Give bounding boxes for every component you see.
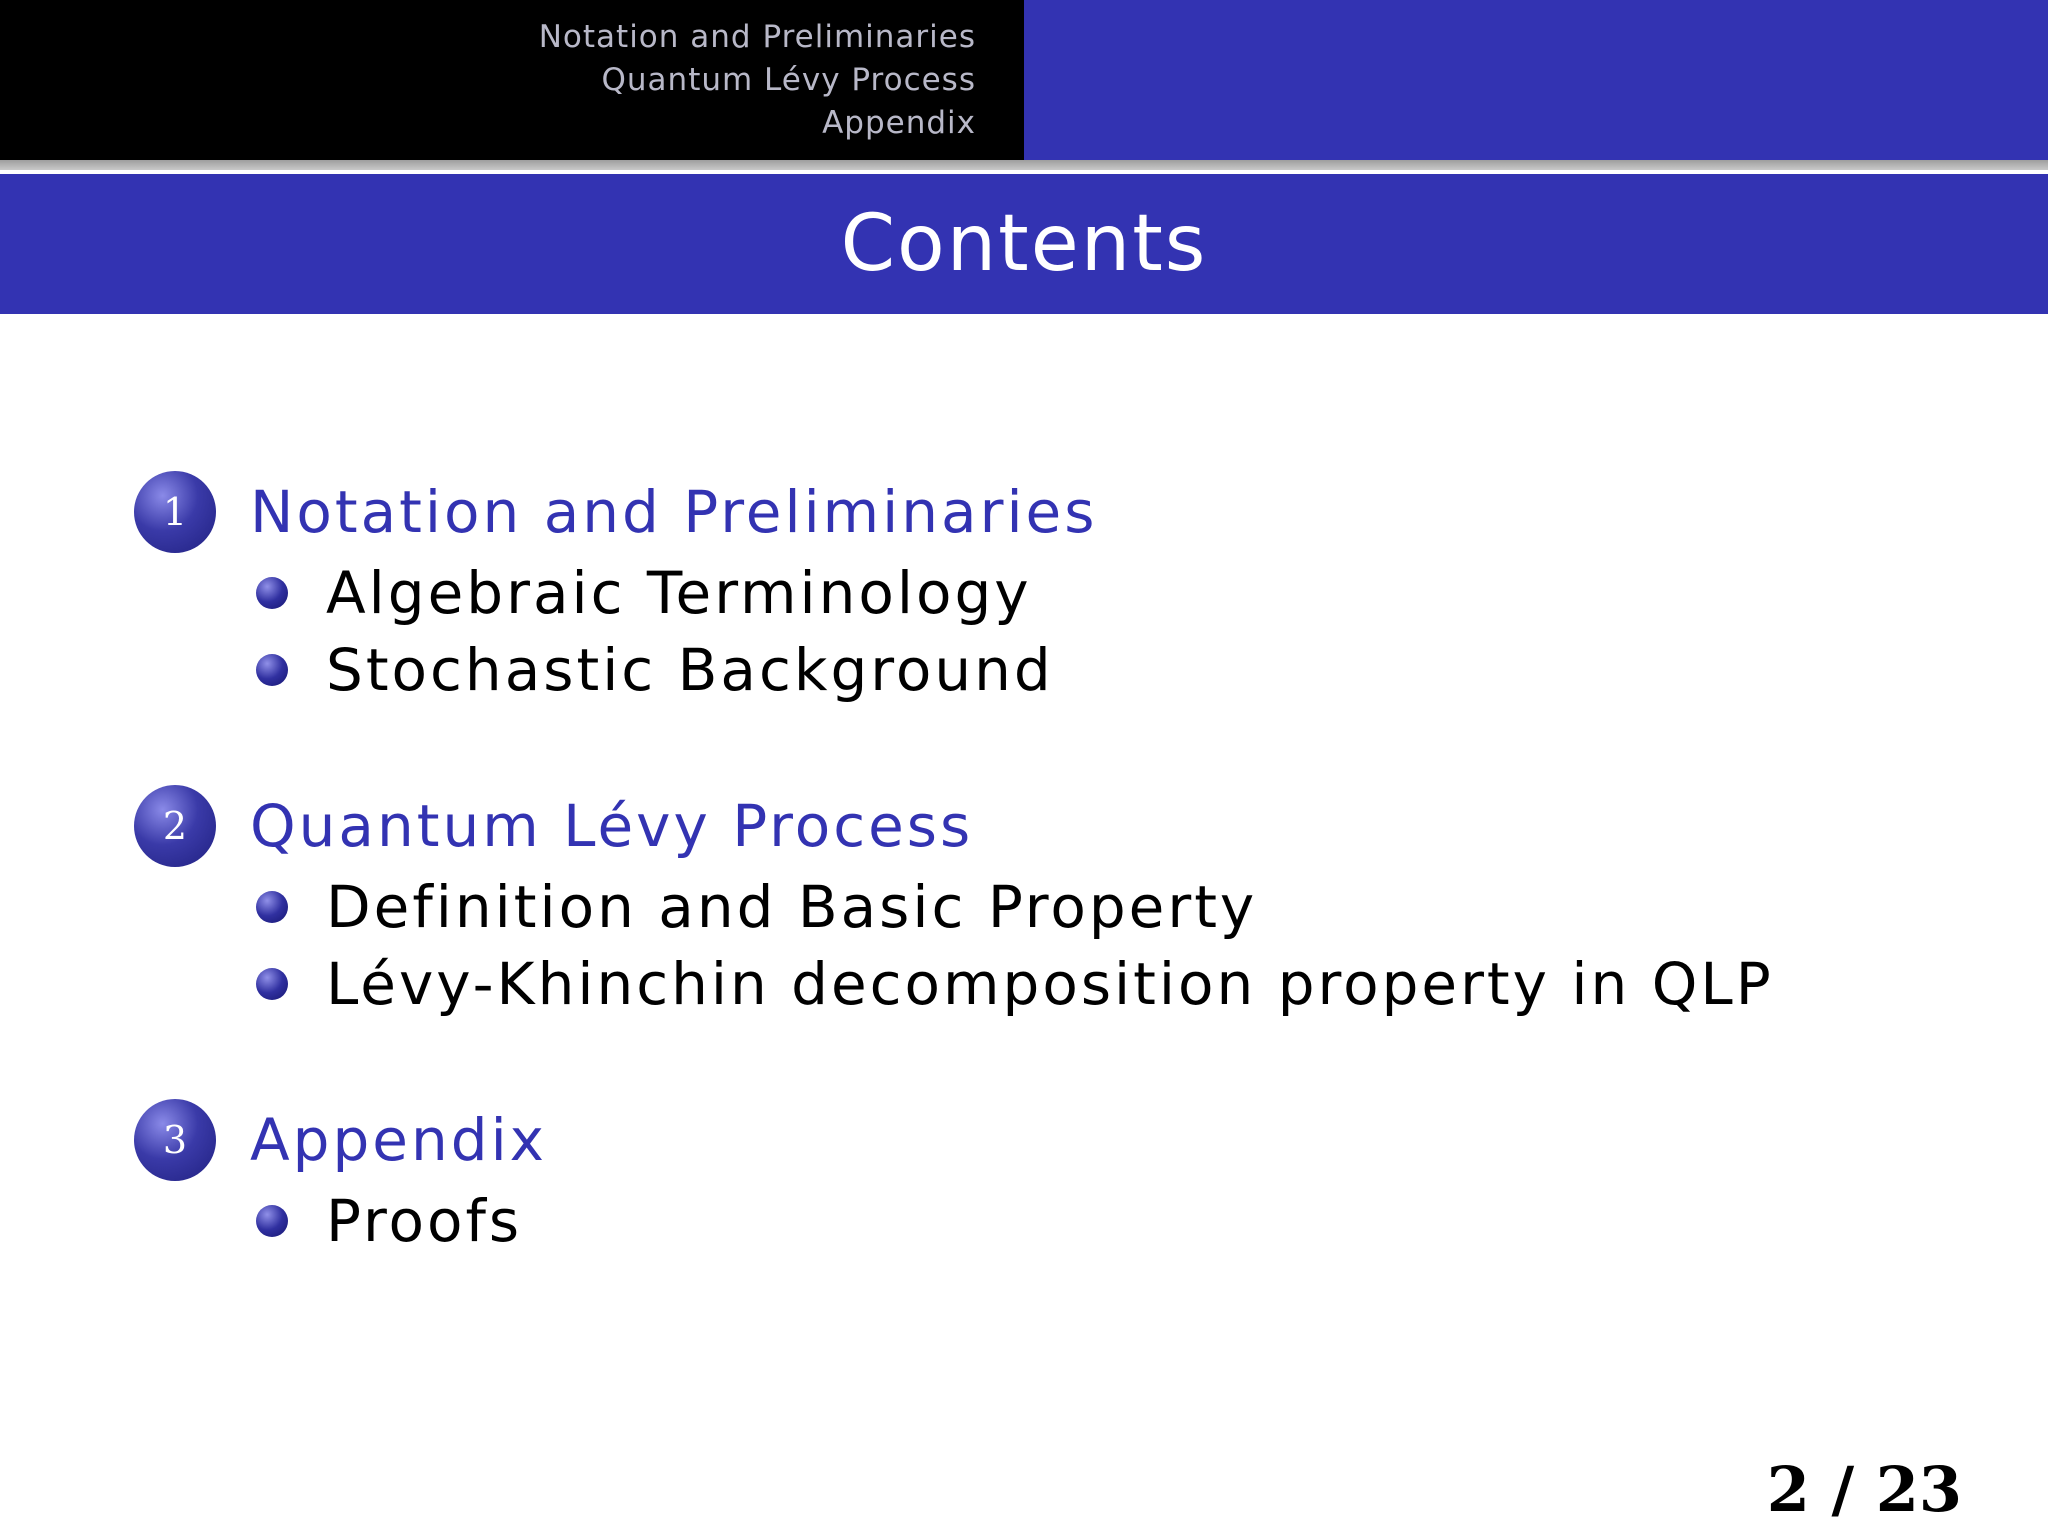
bullet-ball-icon bbox=[256, 654, 288, 686]
toc-section bbox=[134, 1098, 1774, 1259]
toc-section bbox=[134, 470, 1774, 708]
frame-title: Contents bbox=[840, 199, 1208, 289]
nav-link-notation[interactable]: Notation and Preliminaries bbox=[538, 18, 976, 55]
toc-subsection[interactable] bbox=[134, 554, 1774, 631]
toc-section-row[interactable] bbox=[134, 470, 1774, 554]
toc-subsection[interactable] bbox=[134, 631, 1774, 708]
toc-subsection[interactable] bbox=[134, 945, 1774, 1022]
bullet-ball-icon bbox=[256, 577, 288, 609]
toc-subsection[interactable] bbox=[134, 868, 1774, 945]
headline bbox=[0, 0, 2048, 160]
toc-section-title[interactable]: Quantum Lévy Process bbox=[250, 792, 974, 860]
page-number: 2 / 23 bbox=[1766, 1453, 1962, 1526]
toc-section-row[interactable] bbox=[134, 1098, 1774, 1182]
bullet-ball-icon bbox=[256, 1205, 288, 1237]
nav-link-appendix[interactable]: Appendix bbox=[822, 104, 976, 141]
toc-section bbox=[134, 784, 1774, 1022]
toc-subsection[interactable] bbox=[134, 1182, 1774, 1259]
frame-title-bar bbox=[0, 174, 2048, 314]
headline-divider bbox=[0, 160, 2048, 170]
section-navigation bbox=[0, 0, 1024, 160]
table-of-contents bbox=[134, 470, 1774, 1335]
toc-subsection-title[interactable]: Lévy-Khinchin decomposition property in QLP bbox=[326, 949, 1774, 1018]
headline-right-panel bbox=[1024, 0, 2048, 160]
section-number-ball: 1 bbox=[134, 471, 216, 553]
section-number-ball: 2 bbox=[134, 785, 216, 867]
section-number-ball: 3 bbox=[134, 1099, 216, 1181]
bullet-ball-icon bbox=[256, 968, 288, 1000]
toc-section-row[interactable] bbox=[134, 784, 1774, 868]
toc-subsection-title[interactable]: Algebraic Terminology bbox=[326, 558, 1032, 627]
nav-link-quantum-levy[interactable]: Quantum Lévy Process bbox=[601, 61, 976, 98]
toc-section-title[interactable]: Appendix bbox=[250, 1106, 548, 1174]
toc-subsection-title[interactable]: Proofs bbox=[326, 1186, 523, 1255]
bullet-ball-icon bbox=[256, 891, 288, 923]
toc-section-title[interactable]: Notation and Preliminaries bbox=[250, 478, 1098, 546]
toc-subsection-title[interactable]: Stochastic Background bbox=[326, 635, 1054, 704]
toc-subsection-title[interactable]: Definition and Basic Property bbox=[326, 872, 1258, 941]
